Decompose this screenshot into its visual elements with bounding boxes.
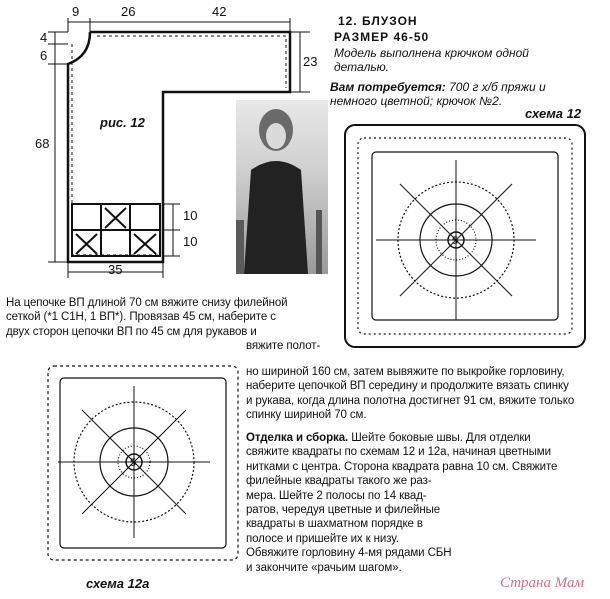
finishing-section: Отделка и сборка. Шейте боковые швы. Для отделки свяжите квадраты по схемам 12 и 12а, начиная цветными нитками с центра. Сторона квадрата равна 10 см. Свяжите филейные квадраты такого же раз- мера. Шейте 2 полосы по 14 квад- ратов, чередуя цветные и филейные квадраты в шахматном порядке в полосе и пришейте их к низу. Обвяжите горловину 4-мя рядами СБН и закончите «рачьим шагом».	[246, 432, 558, 574]
dim-top-left: 9	[72, 4, 80, 19]
materials: Вам потребуется: 700 г х/б пряжи и немного цветной; крючок №2.	[330, 80, 546, 108]
scheme12a-center: 5	[130, 457, 137, 469]
dim-height: 68	[35, 136, 50, 151]
dim-cuff-b: 10	[183, 234, 198, 249]
dim-right: 23	[303, 54, 318, 69]
description: Модель выполнена крючком одной деталью.	[334, 46, 529, 74]
scheme12-label: схема 12	[525, 106, 582, 121]
dim-left-b: 6	[40, 48, 48, 63]
pattern-heading: 12. БЛУЗОН	[338, 14, 418, 28]
dim-top-right: 42	[212, 4, 227, 19]
watermark: Страна Мам	[500, 575, 585, 591]
dim-bottom: 35	[108, 262, 123, 277]
figure-label: рис. 12	[100, 115, 145, 130]
scheme12a-label: схема 12а	[86, 576, 150, 591]
scheme12-center: 5	[452, 235, 459, 247]
finishing-title: Отделка и сборка.	[246, 432, 349, 444]
dim-cuff-a: 10	[183, 208, 198, 223]
instructions-middle: но шириной 160 см, затем вывяжите по выкройке горловину, наберите цепочкой ВП середину и продолжите вязать спинку и рукава, когда длина полотна достигнет 91 см, вяжите только спинку шириной 70 см.	[246, 366, 575, 422]
instructions-wrap: вяжите полот-	[246, 340, 321, 352]
dim-left-a: 4	[40, 30, 48, 45]
dim-top-mid: 26	[121, 4, 136, 19]
instructions-top: На цепочке ВП длиной 70 см вяжите снизу филейной сеткой (*1 С1Н, 1 ВП*). Провязав 45 см, наберите с двух сторон цепочки ВП по 45 см для рукавов и	[6, 297, 288, 338]
size-line: РАЗМЕР 46-50	[334, 30, 430, 44]
